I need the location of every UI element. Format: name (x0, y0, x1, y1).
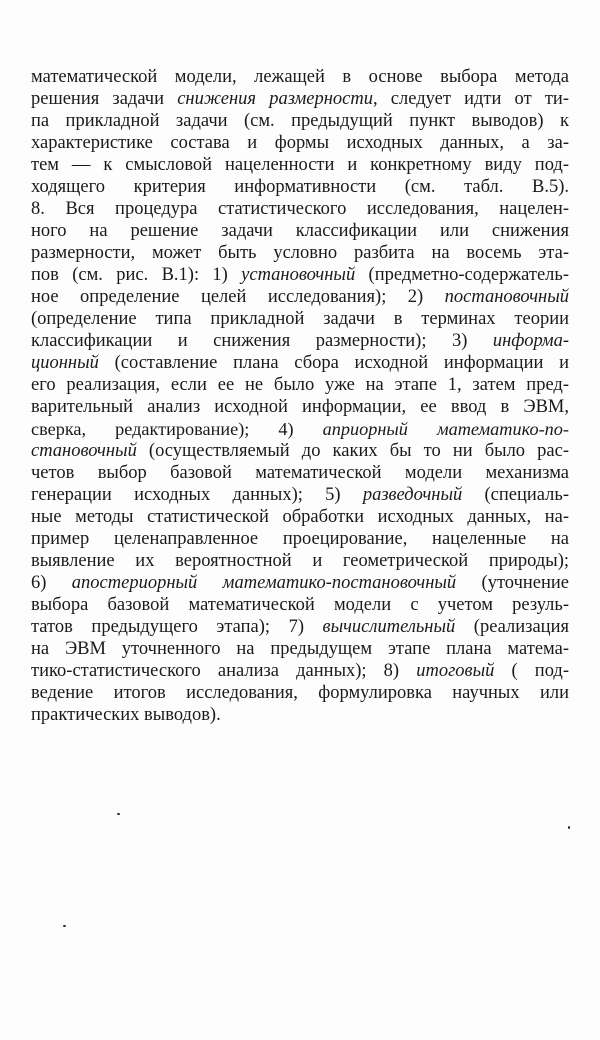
text-run: , следует идти от ти- (372, 89, 569, 109)
text-run: (определение типа прикладной задачи в терминах теории (31, 309, 569, 329)
italic-term: снижения размерности (177, 89, 373, 109)
print-speck (568, 826, 570, 829)
text-run: 6) (31, 573, 72, 593)
text-line (31, 374, 569, 396)
text-line (31, 660, 569, 682)
text-run: (специаль- (462, 485, 569, 505)
text-run: (уточнение (456, 573, 569, 593)
text-run: татов предыдущего этапа); 7) (31, 617, 323, 637)
text-line (31, 506, 569, 528)
text-line (31, 638, 569, 660)
text-run: выбора базовой математической модели с учетом резуль- (31, 595, 569, 615)
text-run: (предметно-содержатель- (355, 265, 569, 285)
text-line (31, 176, 569, 198)
text-line (31, 616, 569, 638)
text-line (31, 484, 569, 506)
text-run: характеристике состава и формы исходных данных, а за- (31, 133, 569, 153)
text-run: ведение итогов исследования, формулировка научных или (31, 683, 569, 703)
italic-term: постановочный (444, 287, 569, 307)
text-run: пример целенаправленное проецирование, нацеленные на (31, 529, 569, 549)
text-line (31, 352, 569, 374)
italic-term: становочный (31, 441, 137, 461)
text-run: размерности, может быть условно разбита на восемь эта- (31, 243, 569, 263)
text-run: 8. Вся процедура статистического исследования, нацелен- (31, 199, 569, 219)
text-run: (составление плана сбора исходной информации и (98, 353, 569, 373)
text-run: тико-статистического анализа данных); 8) (31, 661, 417, 681)
text-line (31, 286, 569, 308)
text-run: практических выводов). (31, 705, 221, 725)
text-line (31, 264, 569, 286)
text-run: (реализация (455, 617, 569, 637)
text-run: его реализация, если ее не было уже на этапе 1, затем пред- (31, 375, 569, 395)
text-line (31, 154, 569, 176)
text-run: на ЭВМ уточненного на предыдущем этапе плана матема- (31, 639, 569, 659)
italic-term: информа- (492, 331, 569, 351)
text-line (31, 132, 569, 154)
text-run: ного на решение задачи классификации или снижения (31, 221, 569, 241)
text-run: сверка, редактирование); 4) (31, 419, 323, 439)
text-line (31, 220, 569, 242)
text-line (31, 418, 569, 440)
text-line (31, 308, 569, 330)
italic-term: вычислительный (322, 617, 456, 637)
text-run: выявление их вероятностной и геометрической природы); (31, 551, 569, 571)
text-run: классификации и снижения размерности); 3) (31, 331, 493, 351)
text-run: четов выбор базовой математической модели механизма (31, 463, 569, 483)
print-speck (63, 925, 66, 927)
text-run: тем — к смысловой нацеленности и конкретному виду под- (31, 155, 569, 175)
text-line (31, 198, 569, 220)
text-line (31, 66, 569, 88)
text-run: ные методы статистической обработки исходных данных, на- (31, 507, 569, 527)
text-run: решения задачи (31, 89, 178, 109)
text-line (31, 330, 569, 352)
print-speck (117, 813, 120, 815)
text-line (31, 550, 569, 572)
italic-term: итоговый (416, 661, 495, 681)
text-line (31, 396, 569, 418)
italic-term: апостериорный математико-постановочный (71, 573, 457, 593)
text-line (31, 572, 569, 594)
body-text (31, 66, 569, 726)
italic-term: разведочный (362, 485, 463, 505)
text-line (31, 110, 569, 132)
text-run: ( под- (494, 661, 569, 681)
text-line (31, 88, 569, 110)
text-line (31, 462, 569, 484)
text-run: пов (см. рис. В.1): 1) (31, 265, 242, 285)
text-line (31, 682, 569, 704)
text-run: генерации исходных данных); 5) (31, 485, 363, 505)
italic-term: ционный (31, 353, 99, 373)
text-line (31, 528, 569, 550)
italic-term: установочный (241, 265, 356, 285)
text-line (31, 242, 569, 264)
italic-term: априорный математико-по- (322, 419, 569, 439)
text-run: ходящего критерия информативности (см. табл. В.5). (31, 177, 569, 197)
text-line (31, 704, 569, 726)
text-line (31, 594, 569, 616)
text-run: ное определение целей исследования); 2) (31, 287, 445, 307)
text-line (31, 440, 569, 462)
text-run: варительный анализ исходной информации, ее ввод в ЭВМ, (31, 397, 569, 417)
text-run: математической модели, лежащей в основе выбора метода (31, 67, 569, 87)
text-run: (осуществляемый до каких бы то ни было рас- (136, 441, 569, 461)
text-run: па прикладной задачи (см. предыдущий пункт выводов) к (31, 111, 569, 131)
